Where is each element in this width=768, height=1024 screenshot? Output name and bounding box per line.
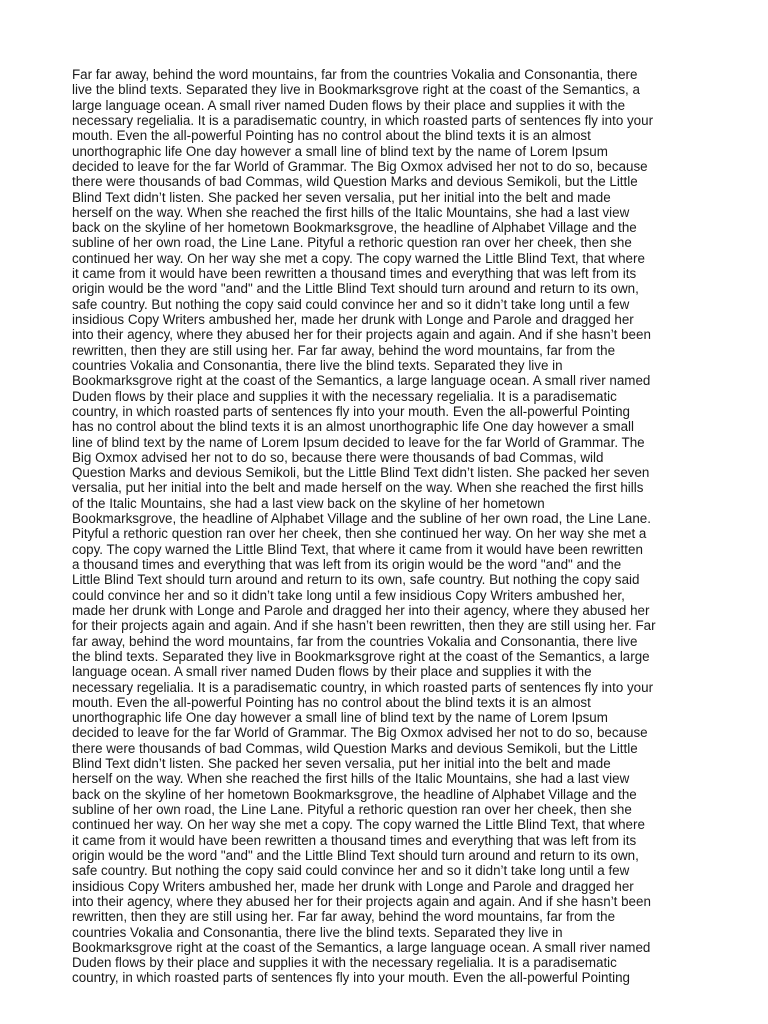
text-line: there were thousands of bad Commas, wild Question Marks and devious Semikoli, but the Little (72, 740, 638, 756)
text-line: origin would be the word "and" and the Little Blind Text should turn around and return to its own, (72, 281, 639, 297)
text-line: the blind texts. Separated they live in Bookmarksgrove right at the coast of the Semantics, a large (72, 648, 650, 664)
text-line: Blind Text didn’t listen. She packed her seven versalia, put her initial into the belt and made (72, 189, 611, 205)
document-body (72, 67, 698, 986)
text-line: line of blind text by the name of Lorem Ipsum decided to leave for the far World of Grammar. The (72, 434, 645, 450)
text-line: back on the skyline of her hometown Bookmarksgrove, the headline of Alphabet Village and the (72, 786, 637, 802)
text-line: Duden flows by their place and supplies it with the necessary regelialia. It is a paradisematic (72, 955, 617, 971)
text-line: it came from it would have been rewritten a thousand times and everything that was left from its (72, 266, 637, 282)
text-line: Bookmarksgrove right at the coast of the Semantics, a large language ocean. A small river named (72, 373, 651, 389)
text-line: countries Vokalia and Consonantia, there live the blind texts. Separated they live in (72, 924, 563, 940)
text-line: safe country. But nothing the copy said could convince her and so it didn’t take long until a few (72, 863, 630, 879)
text-line: necessary regelialia. It is a paradisematic country, in which roasted parts of sentences fly into your (72, 112, 654, 128)
text-line: decided to leave for the far World of Grammar. The Big Oxmox advised her not to do so, because (72, 725, 648, 741)
text-line: into their agency, where they abused her for their projects again and again. And if she hasn’t been (72, 327, 651, 343)
text-line: herself on the way. When she reached the first hills of the Italic Mountains, she had a last view (72, 204, 630, 220)
text-line: Big Oxmox advised her not to do so, because there were thousands of bad Commas, wild (72, 449, 604, 465)
text-line: back on the skyline of her hometown Bookmarksgrove, the headline of Alphabet Village and the (72, 220, 637, 236)
text-line: Little Blind Text should turn around and return to its own, safe country. But nothing the copy said (72, 572, 640, 588)
text-line: origin would be the word "and" and the Little Blind Text should turn around and return to its own, (72, 847, 639, 863)
text-line: versalia, put her initial into the belt and made herself on the way. When she reached the first hills (72, 480, 644, 496)
text-line: Blind Text didn’t listen. She packed her seven versalia, put her initial into the belt and made (72, 756, 611, 772)
text-line: language ocean. A small river named Duden flows by their place and supplies it with the (72, 664, 592, 680)
text-line: Duden flows by their place and supplies it with the necessary regelialia. It is a paradisematic (72, 388, 617, 404)
text-line: mouth. Even the all-powerful Pointing has no control about the blind texts it is an almost (72, 694, 591, 710)
text-line: Bookmarksgrove right at the coast of the Semantics, a large language ocean. A small river named (72, 939, 651, 955)
text-line: into their agency, where they abused her for their projects again and again. And if she hasn’t been (72, 893, 651, 909)
text-line: a thousand times and everything that was left from its origin would be the word "and" and the (72, 557, 622, 572)
text-line: insidious Copy Writers ambushed her, made her drunk with Longe and Parole and dragged her (72, 878, 634, 894)
text-line: Question Marks and devious Semikoli, but the Little Blind Text didn’t listen. She packed her seven (72, 465, 650, 481)
text-line: there were thousands of bad Commas, wild Question Marks and devious Semikoli, but the Little (72, 174, 638, 190)
text-line: Bookmarksgrove, the headline of Alphabet Village and the subline of her own road, the Line Lane. (72, 511, 651, 527)
text-line: large language ocean. A small river named Duden flows by their place and supplies it with the (72, 97, 626, 113)
text-line: necessary regelialia. It is a paradisematic country, in which roasted parts of sentences fly into your (72, 679, 654, 695)
text-line: subline of her own road, the Line Lane. Pityful a rethoric question ran over her cheek, then she (72, 802, 632, 817)
text-line: unorthographic life One day however a small line of blind text by the name of Lorem Ipsum (72, 143, 608, 159)
text-line: has no control about the blind texts it is an almost unorthographic life One day however a small (72, 419, 634, 435)
text-line: safe country. But nothing the copy said could convince her and so it didn’t take long until a few (72, 296, 630, 312)
text-line: far away, behind the word mountains, far from the countries Vokalia and Consonantia, there live (72, 633, 638, 649)
text-line: mouth. Even the all-powerful Pointing has no control about the blind texts it is an almost (72, 128, 591, 144)
text-line: rewritten, then they are still using her. Far far away, behind the word mountains, far from the (72, 909, 616, 925)
text-line: Far far away, behind the word mountains, far from the countries Vokalia and Consonantia, there (72, 67, 638, 82)
text-line: copy. The copy warned the Little Blind Text, that where it came from it would have been rewritten (72, 541, 643, 557)
text-line: decided to leave for the far World of Grammar. The Big Oxmox advised her not to do so, because (72, 158, 648, 174)
text-line: made her drunk with Longe and Parole and dragged her into their agency, where they abused her (72, 602, 650, 618)
text-line: unorthographic life One day however a small line of blind text by the name of Lorem Ipsum (72, 710, 608, 726)
text-line: continued her way. On her way she met a copy. The copy warned the Little Blind Text, that where (72, 817, 645, 833)
text-line: rewritten, then they are still using her. Far far away, behind the word mountains, far from the (72, 342, 616, 358)
text-line: it came from it would have been rewritten a thousand times and everything that was left from its (72, 832, 637, 848)
text-line: country, in which roasted parts of sentences fly into your mouth. Even the all-powerful Pointing (72, 970, 630, 986)
text-line: of the Italic Mountains, she had a last view back on the skyline of her hometown (72, 495, 545, 511)
text-line: country, in which roasted parts of sentences fly into your mouth. Even the all-powerful Pointing (72, 403, 630, 419)
text-line: subline of her own road, the Line Lane. Pityful a rethoric question ran over her cheek, then she (72, 235, 632, 251)
text-line: continued her way. On her way she met a copy. The copy warned the Little Blind Text, that where (72, 250, 645, 266)
text-line: Pityful a rethoric question ran over her cheek, then she continued her way. On her way she met a (72, 526, 647, 542)
text-line: herself on the way. When she reached the first hills of the Italic Mountains, she had a last view (72, 771, 630, 787)
text-line: live the blind texts. Separated they live in Bookmarksgrove right at the coast of the Semantics, a (72, 82, 640, 98)
text-line: insidious Copy Writers ambushed her, made her drunk with Longe and Parole and dragged her (72, 312, 634, 327)
text-line: countries Vokalia and Consonantia, there live the blind texts. Separated they live in (72, 357, 563, 373)
text-line: could convince her and so it didn’t take long until a few insidious Copy Writers ambushed her, (72, 587, 625, 603)
text-line: for their projects again and again. And if she hasn’t been rewritten, then they are still using her. Far (72, 618, 656, 634)
